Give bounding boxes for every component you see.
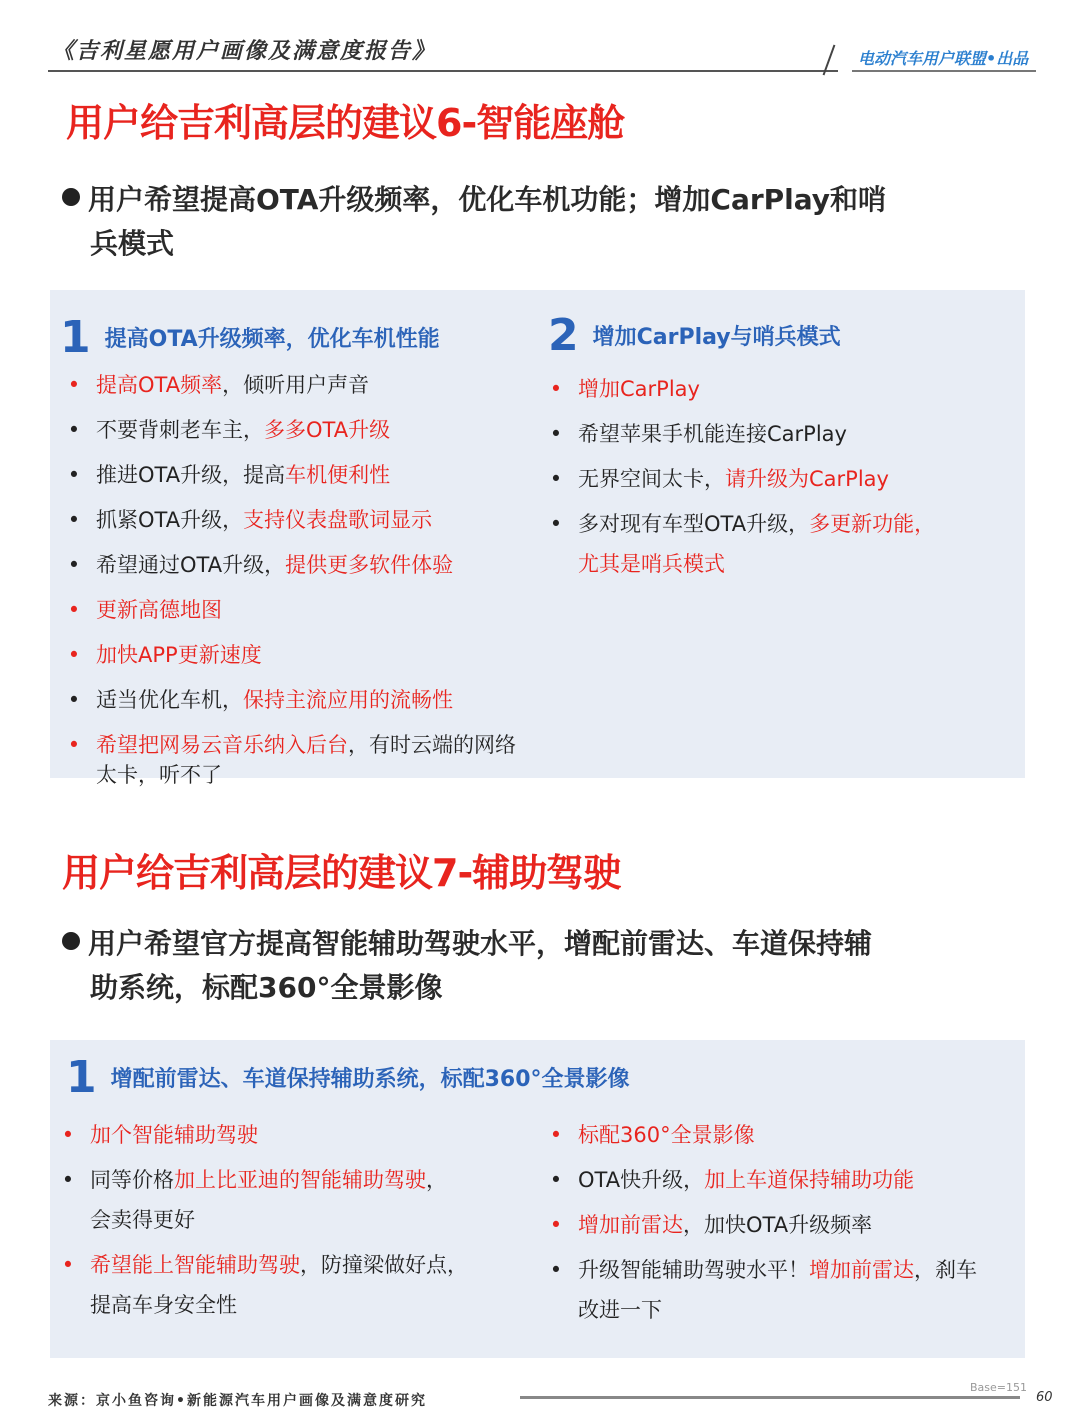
bullet-icon: •: [549, 1123, 563, 1147]
list-item-text: 适当优化车机，: [96, 688, 243, 712]
list-item-text: 加快APP更新速度: [96, 643, 262, 667]
list-item-line: [578, 1295, 1014, 1325]
list-item-line: [96, 460, 532, 490]
list-item: [544, 374, 1004, 404]
col2-heading-text: 增加CarPlay与哨兵模式: [592, 325, 841, 350]
list-item-text: 多更新功能，: [809, 512, 936, 536]
section7-number: 1: [66, 1052, 97, 1103]
bullet-icon: •: [67, 598, 81, 622]
section6-summary-line1: 用户希望提高OTA升级频率，优化车机功能；增加CarPlay和哨: [88, 183, 887, 216]
list-item-text: 希望苹果手机能连接CarPlay: [578, 422, 847, 446]
list-item-text: 加上比亚迪的智能辅助驾驶: [174, 1168, 426, 1192]
list-item: [62, 595, 532, 625]
list-item-line: [578, 374, 1004, 404]
list-item: [62, 730, 532, 790]
list-item: [62, 505, 532, 535]
section6-summary: [62, 178, 1052, 266]
list-item-text: 无界空间太卡，: [578, 467, 725, 491]
col2-number: 2: [548, 310, 579, 361]
section7-heading: [66, 1052, 630, 1103]
footer-source: 来源：京小鱼咨询•新能源汽车用户画像及满意度研究: [48, 1393, 427, 1409]
bullet-icon: •: [549, 512, 563, 536]
list-item-text: ，倾听用户声音: [222, 373, 370, 397]
list-item-line: [96, 595, 532, 625]
section7-summary: [62, 922, 1052, 1010]
section6-col2-list: [544, 374, 1004, 594]
col1-heading-text: 提高OTA升级频率，优化车机性能: [104, 327, 440, 352]
summary-bullet-icon: [62, 932, 80, 950]
bullet-icon: •: [67, 688, 81, 712]
list-item-line: [578, 464, 1004, 494]
footer-divider: [520, 1396, 1020, 1399]
list-item: [544, 1120, 1014, 1150]
list-item-text: 希望能上智能辅助驾驶: [90, 1253, 300, 1277]
list-item-text: 加个智能辅助驾驶: [90, 1123, 258, 1147]
section7-title: 用户给吉利高层的建议7-辅助驾驶: [62, 851, 621, 895]
list-item: [62, 550, 532, 580]
list-item-line: [96, 550, 532, 580]
list-item: [56, 1165, 526, 1235]
list-item-text: 升级智能辅助驾驶水平！: [578, 1258, 809, 1282]
list-item-line: [578, 1165, 1014, 1195]
list-item-text: 提高OTA频率: [96, 373, 223, 397]
list-item-line: [96, 730, 532, 790]
publisher-label: 电动汽车用户联盟•出品: [858, 49, 1029, 68]
page-number: 60: [1036, 1390, 1053, 1405]
list-item-line: [578, 1255, 1014, 1285]
bullet-icon: •: [61, 1168, 75, 1192]
list-item-text: 希望把网易云音乐纳入后台: [96, 733, 348, 757]
bullet-icon: •: [67, 553, 81, 577]
list-item-text: 增加前雷达: [578, 1213, 683, 1237]
header-divider: [48, 70, 838, 72]
bullet-icon: •: [549, 377, 563, 401]
list-item-line: [578, 549, 1004, 579]
bullet-icon: •: [61, 1123, 75, 1147]
list-item-line: [578, 1210, 1014, 1240]
col1-number: 1: [60, 312, 91, 363]
list-item-text: 推进OTA升级，提高: [96, 463, 286, 487]
bullet-icon: •: [67, 733, 81, 757]
list-item-text: 提供更多软件体验: [285, 553, 454, 577]
bullet-icon: •: [549, 1258, 563, 1282]
list-item-text: 尤其是哨兵模式: [578, 552, 725, 576]
list-item-line: [90, 1120, 526, 1150]
list-item: [62, 685, 532, 715]
section7-summary-line2: 助系统，标配360°全景影像: [90, 971, 443, 1004]
list-item: [62, 415, 532, 445]
list-item-text: 会卖得更好: [90, 1208, 195, 1232]
list-item-line: [96, 505, 532, 535]
list-item-line: [96, 415, 532, 445]
list-item-text: 不要背刺老车主，: [96, 418, 264, 442]
list-item: [544, 1165, 1014, 1195]
list-item-text: 希望通过OTA升级，: [96, 553, 286, 577]
bullet-icon: •: [549, 422, 563, 446]
bullet-icon: •: [549, 467, 563, 491]
list-item: [544, 1210, 1014, 1240]
list-item-text: 提高车身安全性: [90, 1293, 237, 1317]
list-item: [544, 1255, 1014, 1325]
bullet-icon: •: [67, 463, 81, 487]
list-item-text: 改进一下: [578, 1298, 662, 1322]
list-item: [544, 419, 1004, 449]
section7-left-list: [56, 1120, 526, 1335]
bullet-icon: •: [549, 1168, 563, 1192]
list-item: [544, 509, 1004, 579]
list-item-line: [90, 1250, 526, 1280]
bullet-icon: •: [67, 418, 81, 442]
list-item-text: OTA快升级，: [578, 1168, 705, 1192]
list-item: [56, 1250, 526, 1320]
list-item: [62, 460, 532, 490]
list-item-line: [96, 640, 532, 670]
list-item: [62, 370, 532, 400]
summary-bullet-icon: [62, 188, 80, 206]
list-item: [56, 1120, 526, 1150]
list-item-text: 增加CarPlay: [578, 377, 700, 401]
list-item-text: 多多OTA升级: [264, 418, 391, 442]
bullet-icon: •: [67, 508, 81, 532]
section6-summary-line2: 兵模式: [90, 227, 175, 260]
list-item-text: ，: [426, 1168, 447, 1192]
list-item-text: 加上车道保持辅助功能: [704, 1168, 915, 1192]
list-item-text: 保持主流应用的流畅性: [243, 688, 453, 712]
list-item-text: 支持仪表盘歌词显示: [243, 508, 433, 532]
sample-base: Base=151: [970, 1381, 1027, 1394]
list-item: [544, 464, 1004, 494]
section7-summary-line1: 用户希望官方提高智能辅助驾驶水平，增配前雷达、车道保持辅: [88, 927, 873, 960]
list-item: [62, 640, 532, 670]
list-item-text: 同等价格: [90, 1168, 174, 1192]
list-item-line: [96, 370, 532, 400]
list-item-line: [90, 1205, 526, 1235]
list-item-text: ，有时云端的网络太卡，听不了: [96, 733, 516, 787]
bullet-icon: •: [67, 373, 81, 397]
list-item-line: [90, 1290, 526, 1320]
list-item-line: [96, 685, 532, 715]
list-item-text: 增加前雷达: [809, 1258, 914, 1282]
list-item-text: ，加快OTA升级频率: [683, 1213, 873, 1237]
section6-col1-list: [62, 370, 532, 805]
section6-col2-heading: [548, 310, 841, 361]
section7-right-list: [544, 1120, 1014, 1340]
bullet-icon: •: [549, 1213, 563, 1237]
section6-title: 用户给吉利高层的建议6-智能座舱: [66, 101, 625, 145]
list-item-line: [578, 509, 1004, 539]
document-title: 《吉利星愿用户画像及满意度报告》: [52, 39, 437, 64]
section6-col1-heading: [60, 312, 440, 363]
list-item-text: 车机便利性: [285, 463, 391, 487]
list-item-text: 更新高德地图: [96, 598, 222, 622]
section7-heading-text: 增配前雷达、车道保持辅助系统，标配360°全景影像: [110, 1067, 630, 1092]
list-item-text: 多对现有车型OTA升级，: [578, 512, 810, 536]
list-item-text: 请升级为CarPlay: [725, 467, 889, 491]
list-item-text: 抓紧OTA升级，: [96, 508, 244, 532]
list-item-text: ，防撞梁做好点，: [300, 1253, 468, 1277]
list-item-line: [578, 1120, 1014, 1150]
list-item-line: [90, 1165, 526, 1195]
bullet-icon: •: [61, 1253, 75, 1277]
list-item-text: ，刹车: [914, 1258, 977, 1282]
publisher-divider: [852, 70, 1036, 72]
list-item-text: 标配360°全景影像: [578, 1123, 755, 1147]
bullet-icon: •: [67, 643, 81, 667]
list-item-line: [578, 419, 1004, 449]
